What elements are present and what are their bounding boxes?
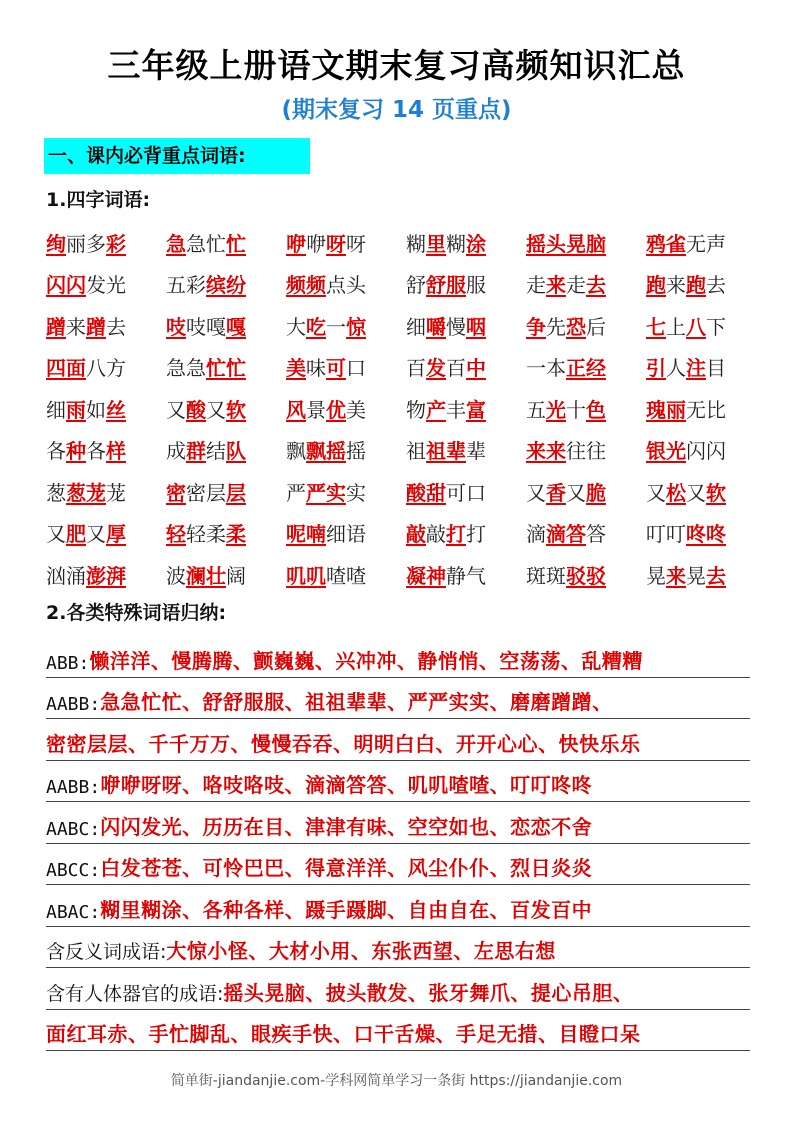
idiom-cell: 舒舒服服: [406, 273, 486, 298]
word-category-list: [46, 636, 750, 1051]
idiom-cell: 细雨如丝: [46, 397, 126, 422]
idiom-cell: 争先恐后: [526, 314, 606, 339]
idiom-row: [46, 223, 766, 265]
category-label: ABB:: [46, 652, 90, 674]
category-label: 含有人体器官的成语:: [46, 982, 224, 1005]
category-words: 咿咿呀呀、咯吱咯吱、滴滴答答、叽叽喳喳、叮叮咚咚: [100, 773, 593, 797]
idiom-cell: 急急忙忙: [166, 356, 246, 381]
category-words: 白发苍苍、可怜巴巴、得意洋洋、风尘仆仆、烈日炎炎: [100, 856, 593, 880]
idiom-cell: 急急忙忙: [166, 231, 246, 256]
idiom-cell: 风景优美: [286, 397, 366, 422]
idiom-cell: 敲敲打打: [406, 522, 486, 547]
idiom-cell: 斑斑驳驳: [526, 563, 606, 588]
category-words: 摇头晃脑、披头散发、张牙舞爪、提心吊胆、: [223, 980, 634, 1005]
category-words: 急急忙忙、舒舒服服、祖祖辈辈、严严实实、磨磨蹭蹭、: [100, 690, 613, 714]
idiom-row: [46, 514, 766, 556]
category-line: [46, 802, 750, 844]
category-words: 闪闪发光、历历在目、津津有味、空空如也、恋恋不舍: [100, 814, 593, 839]
idiom-row: [46, 389, 766, 431]
idiom-cell: 咿咿呀呀: [286, 231, 366, 256]
idiom-cell: 绚丽多彩: [46, 231, 126, 256]
category-line: [46, 719, 750, 761]
category-label: ABCC:: [46, 860, 101, 881]
category-line: [46, 636, 750, 678]
idiom-cell: 引人注目: [646, 356, 726, 381]
idiom-cell: 物产丰富: [406, 397, 486, 422]
idiom-cell: 又肥又厚: [46, 522, 126, 547]
category-words: 面红耳赤、手忙脚乱、眼疾手快、口干舌燥、手足无措、目瞪口呆: [46, 1022, 641, 1046]
idiom-cell: 美味可口: [286, 356, 366, 381]
idiom-cell: 各种各样: [46, 439, 126, 464]
idiom-row: [46, 555, 766, 597]
subheading-special-words: 2.各类特殊词语归纳:: [46, 602, 227, 624]
category-line: [46, 1010, 750, 1052]
category-line: [46, 844, 750, 886]
category-label: AABC:: [46, 818, 101, 840]
idiom-cell: 飘飘摇摇: [286, 439, 366, 464]
page-title: 三年级上册语文期末复习高频知识汇总: [107, 46, 686, 85]
idiom-cell: 细嚼慢咽: [406, 314, 486, 339]
idiom-row: [46, 472, 766, 514]
idiom-row: [46, 348, 766, 390]
idiom-cell: 叽叽喳喳: [286, 563, 366, 588]
idiom-cell: 严严实实: [286, 480, 366, 505]
category-line: [46, 968, 750, 1010]
idiom-cell: 闪闪发光: [46, 273, 126, 298]
category-label: 含反义词成语:: [46, 941, 167, 963]
idiom-cell: 来来往往: [526, 439, 606, 464]
idiom-cell: 大吃一惊: [286, 314, 366, 339]
category-line: [46, 678, 750, 720]
idiom-cell: 瑰丽无比: [646, 397, 726, 422]
idiom-row: [46, 306, 766, 348]
idiom-cell: 四面八方: [46, 356, 126, 381]
idiom-cell: 百发百中: [406, 356, 486, 381]
page-subtitle: (期末复习 14 页重点): [281, 97, 512, 123]
section-heading-1: 一、课内必背重点词语:: [44, 138, 310, 174]
idiom-cell: 成群结队: [166, 439, 246, 464]
idiom-cell: 汹涌澎湃: [46, 563, 126, 588]
idiom-cell: 轻轻柔柔: [166, 522, 246, 547]
idiom-cell: 酸甜可口: [406, 480, 486, 505]
idiom-cell: 又酸又软: [166, 397, 246, 422]
idiom-cell: 糊里糊涂: [406, 231, 486, 256]
idiom-row: [46, 265, 766, 307]
idiom-row: [46, 431, 766, 473]
idiom-cell: 五彩缤纷: [166, 273, 246, 298]
idiom-cell: 鸦雀无声: [646, 231, 726, 256]
category-label: AABB:: [46, 777, 101, 798]
idiom-cell: 走来走去: [526, 273, 606, 298]
idiom-cell: 呢喃细语: [286, 522, 366, 547]
idiom-cell: 葱葱茏茏: [46, 480, 126, 505]
idiom-cell: 晃来晃去: [646, 563, 726, 588]
category-line: [46, 927, 750, 969]
footer-source: 简单街-jiandanjie.com-学科网简单学习一条街 https://jiandanjie.com: [170, 1073, 623, 1089]
idiom-cell: 一本正经: [526, 356, 606, 381]
category-words: 糊里糊涂、各种各样、蹑手蹑脚、自由自在、百发百中: [100, 897, 593, 922]
category-line: [46, 885, 750, 927]
category-words: 大惊小怪、大材小用、东张西望、左思右想: [166, 939, 556, 963]
idiom-cell: 密密层层: [166, 480, 246, 505]
category-label: ABAC:: [46, 901, 101, 923]
idiom-cell: 五光十色: [526, 397, 606, 422]
idiom-cell: 叮叮咚咚: [646, 522, 726, 547]
idiom-cell: 七上八下: [646, 314, 726, 339]
idiom-cell: 波澜壮阔: [166, 563, 246, 588]
category-label: AABB:: [46, 694, 101, 715]
category-words: 懒洋洋、慢腾腾、颤巍巍、兴冲冲、静悄悄、空荡荡、乱糟糟: [89, 648, 643, 673]
category-words: 密密层层、千千万万、慢慢吞吞、明明白白、开开心心、快快乐乐: [46, 731, 641, 756]
idiom-cell: 摇头晃脑: [526, 231, 606, 256]
idiom-cell: 又松又软: [646, 480, 726, 505]
idiom-cell: 吱吱嘎嘎: [166, 314, 246, 339]
subheading-four-char-words: 1.四字词语:: [46, 189, 151, 211]
idiom-cell: 蹭来蹭去: [46, 314, 126, 339]
idiom-cell: 跑来跑去: [646, 273, 726, 298]
idiom-cell: 滴滴答答: [526, 522, 606, 547]
idiom-cell: 频频点头: [286, 273, 366, 298]
idiom-grid: [46, 223, 766, 597]
idiom-cell: 凝神静气: [406, 563, 486, 588]
idiom-cell: 银光闪闪: [646, 439, 726, 464]
category-line: [46, 761, 750, 803]
idiom-cell: 祖祖辈辈: [406, 439, 486, 464]
idiom-cell: 又香又脆: [526, 480, 606, 505]
